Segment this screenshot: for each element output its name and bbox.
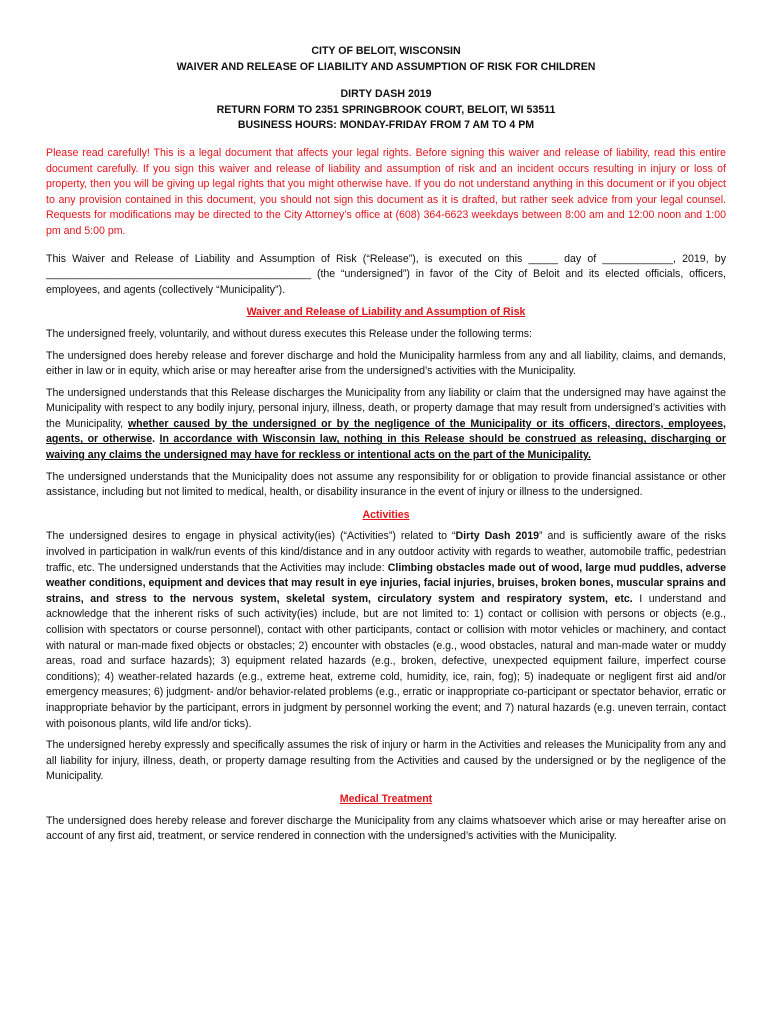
section-title-waiver: Waiver and Release of Liability and Assumption of Risk [246,306,526,319]
waiver-paragraph-2: The undersigned does hereby release and forever discharge and hold the Municipality harmless from any and all liability, claims, and demands, either in law or in equity, which arise or may hereafter arise from the undersigned’s activities with the Municipality. [46,349,726,378]
waiver-paragraph-1: The undersigned freely, voluntarily, and without duress executes this Release under the following terms: [46,327,533,340]
intro-paragraph: This Waiver and Release of Liability and Assumption of Risk (“Release”), is executed on this _____ day of ____________, 2019, by _____________________________________________ (the “undersigned”) in favor of the City of Beloit and its elected officials, officers, employees, and agents (collectively “Municipality”). [46,252,726,296]
header-business-hours: BUSINESS HOURS: MONDAY-FRIDAY FROM 7 AM TO 4 PM [237,119,535,132]
waiver-document [46,44,726,851]
header-city: CITY OF BELOIT, WISCONSIN [311,45,461,57]
waiver-paragraph-3: The undersigned understands that this Release discharges the Municipality from any liability or claim that the undersigned may have against the Municipality with respect to any bodily injury, personal injury, illness, death, or property damage that may result from undersigned’s activities with the Municipality, whether caused by the undersigned or by the negligence of the Municipality or its officers, directors, employees, agents, or otherwise. In accordance with Wisconsin law, nothing in this Release should be construed as releasing, discharging or waiving any claims the undersigned may have for reckless or intentional acts on the part of the Municipality. [46,386,727,462]
activities-paragraph-1: The undersigned desires to engage in physical activity(ies) (“Activities”) related to “Dirty Dash 2019” and is sufficiently aware of the risks involved in participation in walk/run events of this kind/distance and in any outdoor activity with regards to weather, automobile traffic, pedestrian traffic, etc. The undersigned understands that the Activities may include: Climbing obstacles made out of wood, large mud puddles, adverse weather conditions, equipment and devices that may result in eye injuries, facial injuries, bruises, broken bones, muscular sprains and strains, and stress to the nervous system, skeletal system, circulatory system and respiratory system, etc. I understand and acknowledge that the inherent risks of such activity(ies) include, but are not limited to: 1) contact or collision with persons or objects (e.g., collision with spectators or course personnel), contact with other participants, contact or collision with motor vehicles or machinery, and contact with natural or man-made fixed objects or obstacles; 2) encounter with obstacles (e.g., wood obstacles, natural and man-made water or muddy areas, road and surface hazards); 3) equipment related hazards (e.g., broken, defective, unexpected equipment failure, imperfect course conditions); 4) weather-related hazards (e.g., extreme heat, extreme cold, humidity, ice, rain, fog); 5) inadequate or negligent first aid and/or emergency measures; 6) judgment- and/or behavior-related problems (e.g., erratic or inappropriate co-participant or spectator behavior, erratic or inappropriate behavior by the participant, errors in judgment by personnel working the event; and 7) natural hazards (e.g. uneven terrain, contact with poisonous plants, wild life and/or ticks). [46,530,726,730]
activities-paragraph-2: The undersigned hereby expressly and specifically assumes the risk of injury or harm in the Activities and releases the Municipality from any and all liability for injury, illness, death, or property damage resulting from the Activities and caused by the undersigned or by the negligence of the Municipality. [46,739,726,783]
header-event: DIRTY DASH 2019 [340,88,432,101]
legal-warning: Please read carefully! This is a legal document that affects your legal rights. Before signing this waiver and release of liability, read this entire document carefully. If you sign this waiver and release of liability and assumption of risk and an incident occurs resulting in injury or loss of property, then you will be giving up legal rights that you might otherwise have. If you do not understand anything in this document or if you object to any provision contained in this document, you should not sign this document as it is drafted, but rather seek advice from your legal counsel. Requests for modifications may be directed to the City Attorney’s office at (608) 364-6623 weekdays between 8:00 am and 12:00 noon and 1:00 pm and 5:00 pm. [46,146,726,237]
header-return-address: RETURN FORM TO 2351 SPRINGBROOK COURT, BELOIT, WI 53511 [216,103,556,116]
waiver-paragraph-4: The undersigned understands that the Municipality does not assume any responsibility for or obligation to provide financial assistance or other assistance, including but not limited to medical, health, or disability insurance in the event of injury or illness to the undersigned. [46,470,726,499]
section-title-medical: Medical Treatment [339,792,433,805]
medical-paragraph-1: The undersigned does hereby release and forever discharge the Municipality from any claims whatsoever which arise or may hereafter arise on account of any first aid, treatment, or service rendered in connection with the undersigned’s activities with the Municipality. [46,814,726,843]
section-title-activities: Activities [362,508,410,521]
header-title: WAIVER AND RELEASE OF LIABILITY AND ASSUMPTION OF RISK FOR CHILDREN [176,60,596,73]
